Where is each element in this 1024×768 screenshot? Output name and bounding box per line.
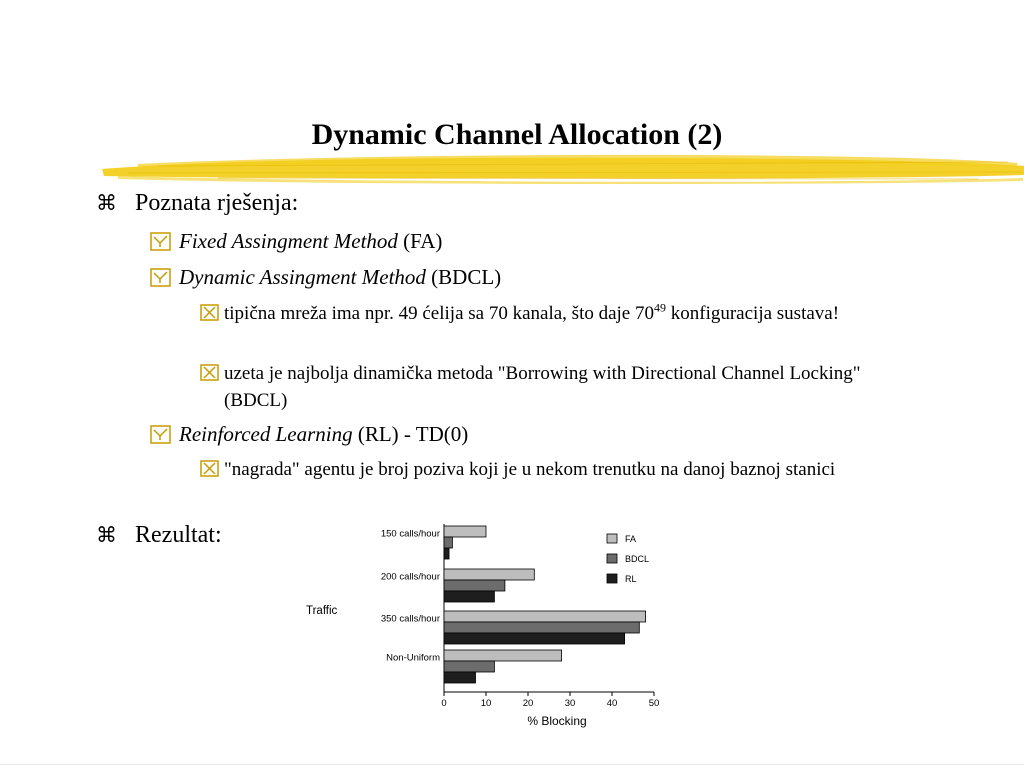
legend-label-fa: FA — [625, 534, 637, 544]
y-axis-label: Traffic — [306, 605, 338, 617]
bar-bdcl-non-uniform — [444, 661, 494, 672]
rl-italic: Reinforced Learning — [179, 422, 353, 446]
checkbox-check-icon — [150, 268, 171, 287]
blocking-bar-chart — [296, 518, 676, 738]
bar-bdcl-350-calls-hour — [444, 622, 639, 633]
fa-rest: (FA) — [397, 229, 443, 253]
tipicna-text-pre: tipična mreža ima npr. 49 ćelija sa 70 kanala, što daje 70 — [224, 303, 654, 324]
bdcl-italic: Dynamic Assingment Method — [179, 265, 426, 289]
command-key-icon: ⌘ — [96, 191, 117, 215]
command-key-icon: ⌘ — [96, 523, 117, 547]
checkbox-check-icon — [150, 232, 171, 251]
x-tick-label-0: 0 — [441, 698, 447, 709]
bar-rl-150-calls-hour — [444, 548, 449, 559]
bar-rl-non-uniform — [444, 672, 476, 683]
x-tick-label-30: 30 — [564, 698, 576, 709]
legend-swatch-rl — [607, 574, 617, 583]
bar-fa-200-calls-hour — [444, 569, 534, 580]
x-tick-label-20: 20 — [522, 698, 534, 709]
checkbox-x-icon — [200, 460, 219, 477]
legend-label-rl: RL — [625, 574, 637, 584]
bullet-rezultat-label: Rezultat: — [135, 522, 222, 548]
rl-rest: (RL) - TD(0) — [352, 422, 469, 446]
title-highlight-brush — [98, 148, 1024, 186]
category-label-non-uniform: Non-Uniform — [386, 652, 440, 664]
nagrada-text: "nagrada" agentu je broj poziva koji je u nekom trenutku na danoj baznoj stanici — [224, 459, 836, 480]
bar-fa-non-uniform — [444, 650, 562, 661]
checkbox-check-icon — [150, 425, 171, 444]
bar-fa-150-calls-hour — [444, 526, 486, 537]
x-tick-label-40: 40 — [606, 698, 618, 709]
bottom-divider — [0, 764, 1024, 765]
category-label-200-calls-hour: 200 calls/hour — [380, 571, 440, 583]
checkbox-x-icon — [200, 364, 219, 381]
legend-swatch-fa — [607, 534, 617, 543]
tipicna-superscript: 49 — [654, 300, 666, 315]
x-axis-label: % Blocking — [527, 714, 587, 728]
bar-rl-350-calls-hour — [444, 633, 625, 644]
bdcl-rest: (BDCL) — [425, 265, 502, 289]
x-tick-label-50: 50 — [648, 698, 660, 709]
fa-italic: Fixed Assingment Method — [179, 229, 398, 253]
category-label-350-calls-hour: 350 calls/hour — [380, 613, 440, 625]
legend-label-bdcl: BDCL — [625, 554, 650, 564]
category-label-150-calls-hour: 150 calls/hour — [380, 528, 440, 540]
checkbox-x-icon — [200, 304, 219, 321]
legend-swatch-bdcl — [607, 554, 617, 563]
bar-bdcl-150-calls-hour — [444, 537, 452, 548]
bar-bdcl-200-calls-hour — [444, 580, 505, 591]
bullet-poznata-label: Poznata rješenja: — [135, 190, 299, 216]
slide-title: Dynamic Channel Allocation (2) — [311, 118, 723, 151]
x-tick-label-10: 10 — [480, 698, 492, 709]
uzeta-text: uzeta je najbolja dinamička metoda "Borrowing with Directional Channel Locking" (BDCL) — [224, 363, 861, 411]
tipicna-text-post: konfiguracija sustava! — [666, 303, 840, 324]
bar-fa-350-calls-hour — [444, 611, 646, 622]
bar-rl-200-calls-hour — [444, 591, 494, 602]
